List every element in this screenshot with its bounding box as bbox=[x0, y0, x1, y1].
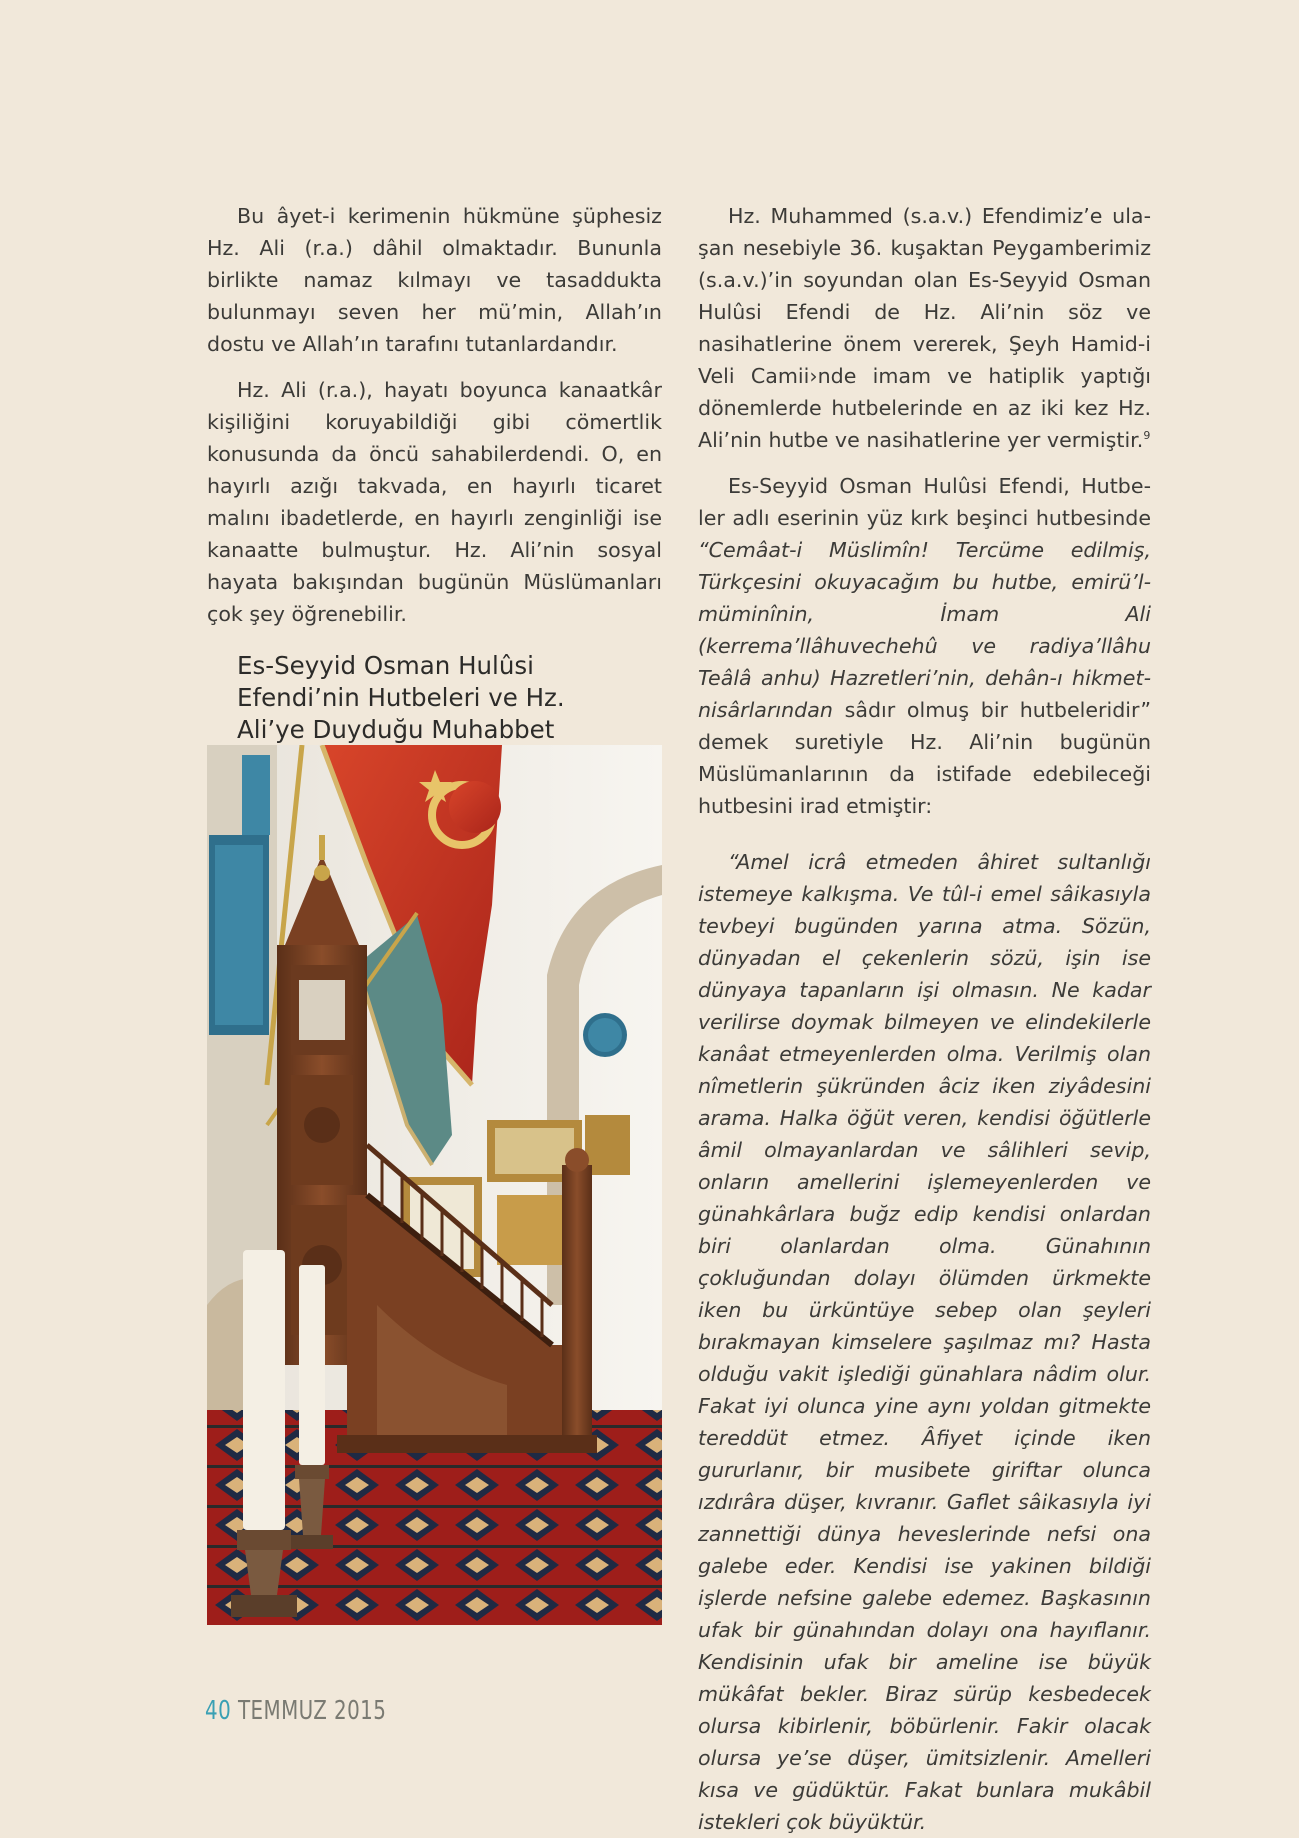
mosque-minbar-photo bbox=[207, 745, 662, 1625]
left-column bbox=[207, 200, 662, 746]
quotation-text: “Amel icrâ etmeden âhiret sultanlığı istemeye kalkışma. Ve tûl-i emel sâikasıyla tevbeyi bugünden yarına atma. Sözün, dünyadan el çekenlerin sözü, işin ise dünyaya tapanların işi olmasın. Ne kadar verilirse doymak bilmeyen ve elindekilerle kanâat etmeyenlerden olma. Verilmiş olan nîmetlerin şükründen âciz iken ziyâdesini arama. Halka öğüt veren, kendisi öğütlerle âmil olmayanlardan ve sâlihleri sevip, onların amellerini işlemeyenlerden ve günahkârlara buğz edip kendisi onlardan biri olanlardan olma. Günahının çokluğundan dolayı ölümden ürkmekte iken bu ürküntüye sebep olan şeyleri bırakmayan kimselere şaşılmaz mı? Hasta olduğu vakit işlediği günahlara nâdim olur. Fakat iyi olunca yine aynı yoldan gitmekte tereddüt etmez. Âfiyet içinde iken gururlanır, bir musibete giriftar olunca ızdırâra düşer, kıvranır. Gaflet sâikasıyla iyi zannettiği dünya heveslerinde nefsi ona galebe eder. Kendisi ise yakinen bildiği işlerde nefsine galebe edemez. Başkasının ufak bir günahından dolayı ona hayıflanır. Kendisinin ufak bir ameline ise büyük mükâfat bekler. Biraz sürüp kesbedecek olursa kibirlenir, böbürlenir. Fakir olacak olursa ye’se düşer, ümitsizlenir. Amelleri kısa ve güdüktür. Fakat bunlara mukâbil istekleri çok büyüktür. bbox=[698, 850, 1151, 1834]
body-paragraph-text: sâdır olmuş bir hutbeleridir” demek suretiyle Hz. Ali’nin bugünün Müslümanlarının da istifade edebileceği hutbesini irad etmiştir: bbox=[698, 698, 1151, 818]
body-paragraph bbox=[698, 200, 1151, 456]
section-heading: Es-Seyyid Osman Hulûsi Efendi’nin Hutbeleri ve Hz. Ali’ye Duyduğu Muhabbet bbox=[237, 651, 565, 744]
body-paragraph: Hz. Ali (r.a.), hayatı boyunca kanaatkâr kişiliğini koruyabildiği gibi cömertlik konusunda da öncü sahabilerdendi. O, en hayırlı azığı takvada, en hayırlı ticaret malını ibadetlerde, en hayırlı zenginliği ise kanaatte bulmuştur. Hz. Ali’nin sosyal hayata bakışından bugünün Müslümanları çok şey öğrenebilir. bbox=[207, 378, 662, 626]
body-paragraph-text: Es-Seyyid Osman Hulûsi Efendi, Hutbeler adlı eserinin yüz kırk beşinci hutbesinde bbox=[698, 474, 1151, 530]
issue-date: TEMMUZ 2015 bbox=[237, 1696, 387, 1726]
body-paragraph bbox=[698, 470, 1151, 822]
page-footer bbox=[205, 1698, 386, 1724]
body-paragraph-text: Hz. Muhammed (s.a.v.) Efendimiz’e ulaşan nesebiyle 36. kuşaktan Peygamberimiz (s.a.v.)’in soyundan olan Es-Seyyid Osman Hulûsi Efendi de Hz. Ali’nin söz ve nasihatlerine önem vererek, Şeyh Hamid-i Veli Camii›nde imam ve hatiplik yaptığı dönemlerde hutbelerinde en az iki kez Hz. Ali’nin hutbe ve nasihatlerine yer vermiştir. bbox=[698, 204, 1151, 452]
right-column bbox=[698, 200, 1151, 1838]
quoted-italic-text: “Cemâat-i Müslimîn! Tercüme edilmiş, Türkçesini okuyacağım bu hutbe, emirü’l-müminînin, İmam Ali (kerrema’llâhuvechehû ve radiya’llâhu Teâlâ anhu) Hazretleri’nin, dehân-ı hikmetnisârlarından bbox=[698, 538, 1151, 722]
footnote-marker: 9 bbox=[1143, 429, 1151, 443]
body-paragraph: Bu âyet-i kerimenin hükmüne şüphesiz Hz. Ali (r.a.) dâhil olmaktadır. Bununla birlikte namaz kılmayı ve tasaddukta bulunmayı seven her mü’min, Allah’ın dostu ve Allah’ın tarafını tutanlardandır. bbox=[207, 204, 662, 356]
quotation-paragraph bbox=[698, 846, 1151, 1838]
page-number: 40 bbox=[205, 1696, 232, 1726]
